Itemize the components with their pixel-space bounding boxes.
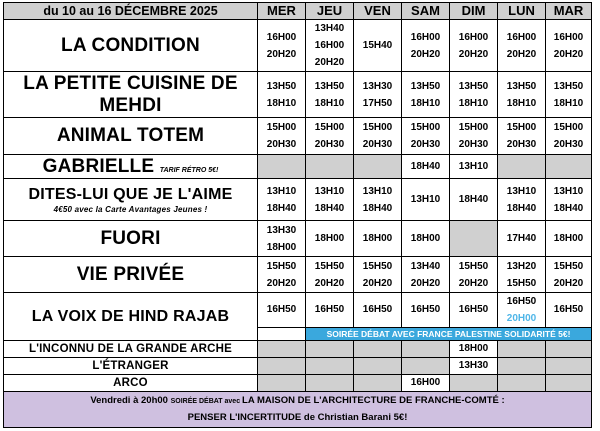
showtime-cell (498, 293, 546, 328)
showtime: 13H50 (458, 80, 489, 92)
showtime: 18H40 (553, 202, 584, 214)
empty-slot (546, 341, 592, 358)
footer-text: SOIRÉE DÉBAT (170, 398, 223, 405)
showtime: 15H40 (362, 39, 393, 51)
showtime: 20H20 (266, 277, 297, 289)
showtime: 18H10 (410, 97, 441, 109)
empty-slot (258, 155, 306, 179)
empty-slot (402, 341, 450, 358)
film-title (4, 72, 258, 118)
showtime-cell (450, 155, 498, 179)
showtime: 13H50 (266, 80, 297, 92)
film-title-cell (4, 155, 258, 179)
showtime: 13H30 (266, 224, 297, 236)
showtime: 15H50 (266, 260, 297, 272)
day-header: LUN (498, 3, 546, 20)
showtime: 18H40 (458, 193, 489, 205)
showtime: 13H10 (362, 185, 393, 197)
showtime: 16H00 (410, 31, 441, 43)
film-row (4, 118, 592, 155)
schedule-table (3, 2, 592, 428)
showtime: 18H40 (314, 202, 345, 214)
showtime-cell (306, 293, 354, 328)
showtime: 13H30 (458, 360, 489, 371)
showtime: 20H30 (314, 139, 345, 150)
showtime-cell (258, 118, 306, 155)
showtime: 20H20 (553, 48, 584, 60)
showtime: 20H20 (362, 277, 393, 289)
showtime: 13H50 (410, 80, 441, 92)
showtime: 16H00 (314, 40, 345, 51)
showtime-cell (402, 72, 450, 118)
showtime: 15H00 (266, 122, 297, 133)
showtime-cell (354, 72, 402, 118)
showtime: 16H50 (266, 304, 297, 315)
showtime: 13H20 (506, 260, 537, 272)
showtime-cell (498, 20, 546, 72)
film-row (4, 375, 592, 392)
showtime-cell (402, 179, 450, 221)
showtime: 16H00 (266, 31, 297, 43)
showtime: 20H20 (410, 48, 441, 60)
empty-slot (354, 341, 402, 358)
showtime-cell (306, 221, 354, 257)
empty-slot (546, 375, 592, 392)
film-row (4, 155, 592, 179)
day-header: MER (258, 3, 306, 20)
showtime: 15H00 (410, 122, 441, 133)
showtime-cell (306, 20, 354, 72)
showtime-cell (498, 72, 546, 118)
showtime-cell (258, 179, 306, 221)
film-title: VIE PRIVÉE (4, 257, 258, 293)
empty-slot (498, 155, 546, 179)
showtime: 15H50 (553, 260, 584, 272)
showtime: 15H00 (506, 122, 537, 133)
showtime-cell (546, 179, 592, 221)
showtime: 17H40 (506, 232, 537, 244)
showtime: 18H00 (314, 232, 345, 244)
film-row (4, 20, 592, 72)
showtime-cell (402, 221, 450, 257)
showtime: 18H00 (362, 232, 393, 244)
day-header: MAR (546, 3, 592, 20)
empty-slot (306, 375, 354, 392)
showtime: 13H50 (314, 80, 345, 92)
showtime-cell (354, 257, 402, 293)
showtime-cell (354, 118, 402, 155)
showtime-cell (258, 72, 306, 118)
showtime-cell (306, 118, 354, 155)
empty-slot (450, 375, 498, 392)
showtime: 16H00 (506, 31, 537, 43)
footer-text: avec (222, 398, 243, 405)
showtime: 20H20 (314, 57, 345, 68)
footer-text: PENSER L'INCERTITUDE (187, 412, 302, 423)
empty-slot (258, 358, 306, 375)
footer-text: Vendredi à 20h00 (90, 395, 171, 406)
showtime: 13H50 (553, 80, 584, 92)
showtime: 15H50 (314, 260, 345, 272)
promo-note: 4€50 avec la Carte Avantages Jeunes ! (53, 204, 208, 214)
film-title: LA VOIX DE HIND RAJAB (4, 293, 258, 341)
showtime-cell (498, 179, 546, 221)
showtime-cell (498, 221, 546, 257)
footer-text: de Christian Barani 5€! (301, 412, 408, 423)
showtime: 15H50 (458, 260, 489, 272)
showtime-cell (450, 72, 498, 118)
showtime-cell (546, 72, 592, 118)
showtime-cell (354, 179, 402, 221)
film-title: ANIMAL TOTEM (4, 118, 258, 155)
showtime: 13H10 (314, 185, 345, 197)
showtime: 20H20 (266, 48, 297, 60)
showtime: 13H50 (506, 80, 537, 92)
film-title-cell (4, 179, 258, 221)
showtime: 20H30 (410, 139, 441, 150)
showtime-cell (402, 118, 450, 155)
showtime-cell (258, 221, 306, 257)
film-row (4, 341, 592, 358)
showtime-cell (258, 293, 306, 328)
empty-slot (498, 341, 546, 358)
debate-banner: SOIRÉE DÉBAT AVEC FRANCE PALESTINE SOLIDARITÉ 5€! (306, 328, 592, 341)
showtime-cell (354, 20, 402, 72)
showtime: 15H50 (506, 277, 537, 289)
showtime: 13H30 (362, 80, 393, 92)
empty-slot (498, 375, 546, 392)
showtime: 20H20 (458, 277, 489, 289)
film-row (4, 221, 592, 257)
showtime: 16H50 (458, 304, 489, 315)
empty-slot (546, 155, 592, 179)
showtime: 13H10 (458, 160, 489, 172)
footer-note (4, 392, 592, 428)
showtime: 16H50 (410, 304, 441, 315)
showtime: 18H00 (266, 241, 297, 253)
empty-slot (306, 155, 354, 179)
day-header: VEN (354, 3, 402, 20)
showtime: 13H40 (314, 23, 345, 34)
film-title: FUORI (4, 221, 258, 257)
showtime-cell (450, 358, 498, 375)
showtime: 20H20 (410, 277, 441, 289)
showtime: 15H50 (362, 260, 393, 272)
showtime: 20H00 (506, 313, 537, 324)
showtime: 16H00 (410, 377, 441, 388)
showtime-cell (450, 293, 498, 328)
showtime: 18H40 (266, 202, 297, 214)
showtime: 20H30 (506, 139, 537, 150)
showtime-cell (450, 20, 498, 72)
showtime: 15H00 (314, 122, 345, 133)
showtime: 15H00 (362, 122, 393, 133)
film-row (4, 179, 592, 221)
showtime: 20H20 (458, 48, 489, 60)
showtime: 15H00 (553, 122, 584, 133)
film-row (4, 358, 592, 375)
film-title-line: MEHDI (99, 94, 162, 116)
showtime: 13H10 (506, 185, 537, 197)
empty-slot (450, 221, 498, 257)
showtime: 18H10 (266, 97, 297, 109)
header-row (4, 3, 592, 20)
showtime: 18H10 (553, 97, 584, 109)
showtime: 18H00 (410, 232, 441, 244)
showtime-cell (450, 118, 498, 155)
date-range: du 10 au 16 DÉCEMBRE 2025 (4, 3, 258, 20)
day-header: DIM (450, 3, 498, 20)
empty-slot (258, 375, 306, 392)
showtime-cell (402, 375, 450, 392)
film-row (4, 72, 592, 118)
showtime-cell (258, 257, 306, 293)
empty-slot (354, 375, 402, 392)
showtime: 18H40 (410, 160, 441, 172)
showtime-cell (546, 221, 592, 257)
empty-slot (306, 341, 354, 358)
showtime-cell (498, 257, 546, 293)
showtime-cell (450, 179, 498, 221)
showtime: 20H30 (458, 139, 489, 150)
banner-pad (258, 328, 306, 341)
showtime: 18H10 (314, 97, 345, 109)
showtime-cell (450, 341, 498, 358)
day-header: JEU (306, 3, 354, 20)
showtime: 20H20 (314, 277, 345, 289)
showtime-cell (498, 118, 546, 155)
showtime-cell (306, 179, 354, 221)
empty-slot (546, 358, 592, 375)
showtime-cell (402, 257, 450, 293)
film-row (4, 257, 592, 293)
showtime: 13H10 (410, 193, 441, 205)
showtime: 18H10 (506, 97, 537, 109)
showtime: 16H50 (506, 296, 537, 307)
showtime: 16H00 (458, 31, 489, 43)
showtime-cell (450, 257, 498, 293)
showtime: 18H00 (553, 232, 584, 244)
footer-row (4, 392, 592, 428)
showtime: 20H30 (362, 139, 393, 150)
film-title: LA CONDITION (4, 20, 258, 72)
showtime-cell (546, 293, 592, 328)
empty-slot (306, 358, 354, 375)
footer-text: LA MAISON DE L'ARCHITECTURE DE FRANCHE-COMTÉ : (242, 395, 505, 406)
showtime: 13H40 (410, 260, 441, 272)
film-title: DITES-LUI QUE JE L'AIME (28, 185, 233, 203)
empty-slot (402, 358, 450, 375)
showtime: 18H40 (506, 202, 537, 214)
film-title: L'INCONNU DE LA GRANDE ARCHE (4, 341, 258, 358)
film-title-line: LA PETITE CUISINE DE (23, 72, 238, 94)
showtime-cell (354, 221, 402, 257)
showtime: 18H10 (458, 97, 489, 109)
showtime: 13H10 (553, 185, 584, 197)
showtime: 16H00 (553, 31, 584, 43)
showtime-cell (402, 293, 450, 328)
empty-slot (354, 358, 402, 375)
showtime-cell (402, 20, 450, 72)
tarif-note: TARIF RÉTRO 5€! (159, 166, 219, 174)
film-title: L'ÉTRANGER (4, 358, 258, 375)
showtime-cell (546, 257, 592, 293)
showtime: 16H50 (314, 304, 345, 315)
showtime-cell (402, 155, 450, 179)
showtime: 15H00 (458, 122, 489, 133)
showtime: 18H00 (458, 343, 489, 354)
film-title: GABRIELLE (42, 155, 155, 177)
showtime-cell (306, 257, 354, 293)
showtime: 20H30 (553, 139, 584, 150)
showtime-cell (306, 72, 354, 118)
day-header: SAM (402, 3, 450, 20)
showtime-cell (546, 118, 592, 155)
showtime: 20H20 (553, 277, 584, 289)
showtime: 20H30 (266, 139, 297, 150)
showtime: 18H40 (362, 202, 393, 214)
showtime: 16H50 (553, 304, 584, 315)
film-row (4, 293, 592, 328)
showtime: 16H50 (362, 304, 393, 315)
film-title: ARCO (4, 375, 258, 392)
showtime-cell (546, 20, 592, 72)
empty-slot (258, 341, 306, 358)
showtime-cell (258, 20, 306, 72)
showtime: 20H20 (506, 48, 537, 60)
showtime: 13H10 (266, 185, 297, 197)
showtime: 17H50 (362, 97, 393, 109)
showtime-cell (354, 293, 402, 328)
empty-slot (498, 358, 546, 375)
empty-slot (354, 155, 402, 179)
